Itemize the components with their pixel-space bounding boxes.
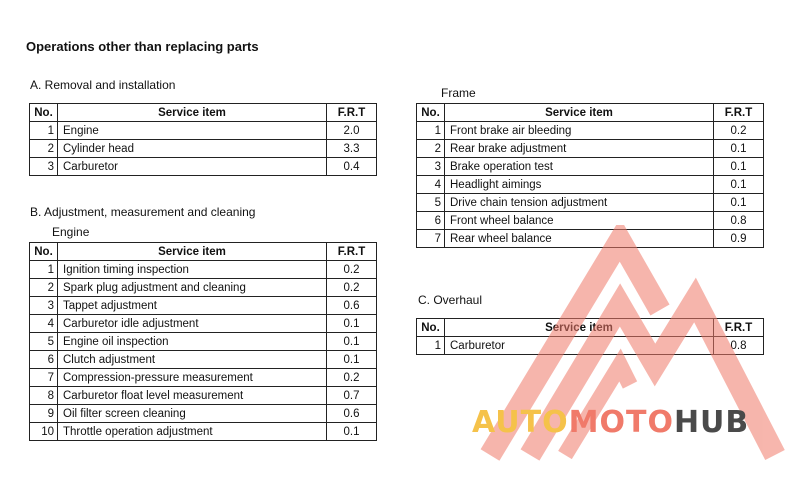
- table-row: [30, 122, 377, 140]
- col-header-no: No.: [30, 104, 58, 122]
- watermark-moto: MOTO: [568, 405, 674, 440]
- frt-value: 0.1: [327, 333, 377, 351]
- table-header-row: [30, 243, 377, 261]
- row-number: 3: [30, 297, 58, 315]
- frt-value: 0.8: [714, 337, 764, 355]
- row-number: 2: [30, 279, 58, 297]
- table-row: [417, 337, 764, 355]
- col-header-no: No.: [30, 243, 58, 261]
- frt-value: 0.1: [714, 176, 764, 194]
- table-row: [417, 230, 764, 248]
- section-a-title: A. Removal and installation: [30, 78, 176, 92]
- frt-value: 0.1: [327, 351, 377, 369]
- service-item: Carburetor: [58, 158, 327, 176]
- row-number: 8: [30, 387, 58, 405]
- col-header-no: No.: [417, 319, 445, 337]
- col-header-frt: F.R.T: [327, 243, 377, 261]
- row-number: 1: [417, 337, 445, 355]
- service-item: Tappet adjustment: [58, 297, 327, 315]
- service-item: Front brake air bleeding: [445, 122, 714, 140]
- service-item: Brake operation test: [445, 158, 714, 176]
- table-row: [30, 423, 377, 441]
- table-row: [417, 122, 764, 140]
- col-header-frt: F.R.T: [327, 104, 377, 122]
- frt-value: 3.3: [327, 140, 377, 158]
- page-title: Operations other than replacing parts: [26, 39, 259, 54]
- row-number: 1: [417, 122, 445, 140]
- service-item: Carburetor float level measurement: [58, 387, 327, 405]
- service-item: Ignition timing inspection: [58, 261, 327, 279]
- row-number: 5: [417, 194, 445, 212]
- table-row: [417, 176, 764, 194]
- col-header-service-item: Service item: [445, 319, 714, 337]
- table-row: [30, 315, 377, 333]
- col-header-no: No.: [417, 104, 445, 122]
- table-overhaul: [416, 318, 764, 355]
- section-b-subtitle: Engine: [52, 225, 90, 239]
- table-row: [30, 369, 377, 387]
- row-number: 3: [30, 158, 58, 176]
- section-c-title: C. Overhaul: [418, 293, 483, 307]
- frt-value: 0.7: [327, 387, 377, 405]
- table-header-row: [417, 104, 764, 122]
- watermark-auto: AUTO: [472, 405, 569, 440]
- table-row: [30, 261, 377, 279]
- row-number: 3: [417, 158, 445, 176]
- frt-value: 0.9: [714, 230, 764, 248]
- service-item: Rear brake adjustment: [445, 140, 714, 158]
- watermark-hub: HUB: [673, 405, 750, 440]
- row-number: 2: [30, 140, 58, 158]
- frt-value: 0.2: [327, 369, 377, 387]
- row-number: 6: [30, 351, 58, 369]
- frt-value: 0.6: [327, 297, 377, 315]
- service-item: Oil filter screen cleaning: [58, 405, 327, 423]
- service-item: Throttle operation adjustment: [58, 423, 327, 441]
- watermark-text: [472, 405, 749, 440]
- service-item: Engine: [58, 122, 327, 140]
- frt-value: 2.0: [327, 122, 377, 140]
- row-number: 1: [30, 261, 58, 279]
- table-row: [30, 140, 377, 158]
- frt-value: 0.1: [714, 194, 764, 212]
- frt-value: 0.1: [327, 423, 377, 441]
- col-header-frt: F.R.T: [714, 319, 764, 337]
- table-frame: [416, 103, 764, 248]
- table-row: [417, 140, 764, 158]
- section-b-title: B. Adjustment, measurement and cleaning: [30, 205, 256, 219]
- table-row: [30, 333, 377, 351]
- service-item: Rear wheel balance: [445, 230, 714, 248]
- table-header-row: [30, 104, 377, 122]
- table-engine-adjustment: [29, 242, 377, 441]
- table-row: [30, 158, 377, 176]
- row-number: 6: [417, 212, 445, 230]
- service-item: Headlight aimings: [445, 176, 714, 194]
- col-header-service-item: Service item: [58, 104, 327, 122]
- table-row: [417, 158, 764, 176]
- table-row: [30, 279, 377, 297]
- row-number: 2: [417, 140, 445, 158]
- col-header-service-item: Service item: [58, 243, 327, 261]
- service-item: Spark plug adjustment and cleaning: [58, 279, 327, 297]
- row-number: 1: [30, 122, 58, 140]
- table-header-row: [417, 319, 764, 337]
- row-number: 4: [417, 176, 445, 194]
- frt-value: 0.1: [714, 140, 764, 158]
- frt-value: 0.8: [714, 212, 764, 230]
- service-item: Front wheel balance: [445, 212, 714, 230]
- frame-title: Frame: [441, 86, 476, 100]
- frt-value: 0.2: [327, 279, 377, 297]
- row-number: 7: [30, 369, 58, 387]
- frt-value: 0.1: [327, 315, 377, 333]
- service-item: Compression-pressure measurement: [58, 369, 327, 387]
- table-row: [417, 194, 764, 212]
- table-removal-installation: [29, 103, 377, 176]
- row-number: 9: [30, 405, 58, 423]
- row-number: 10: [30, 423, 58, 441]
- table-row: [30, 297, 377, 315]
- frt-value: 0.2: [714, 122, 764, 140]
- row-number: 4: [30, 315, 58, 333]
- service-item: Cylinder head: [58, 140, 327, 158]
- row-number: 5: [30, 333, 58, 351]
- table-row: [417, 212, 764, 230]
- service-item: Drive chain tension adjustment: [445, 194, 714, 212]
- table-row: [30, 387, 377, 405]
- frt-value: 0.2: [327, 261, 377, 279]
- table-row: [30, 351, 377, 369]
- service-item: Carburetor: [445, 337, 714, 355]
- service-item: Clutch adjustment: [58, 351, 327, 369]
- service-item: Engine oil inspection: [58, 333, 327, 351]
- col-header-service-item: Service item: [445, 104, 714, 122]
- row-number: 7: [417, 230, 445, 248]
- frt-value: 0.4: [327, 158, 377, 176]
- frt-value: 0.1: [714, 158, 764, 176]
- frt-value: 0.6: [327, 405, 377, 423]
- table-row: [30, 405, 377, 423]
- service-item: Carburetor idle adjustment: [58, 315, 327, 333]
- col-header-frt: F.R.T: [714, 104, 764, 122]
